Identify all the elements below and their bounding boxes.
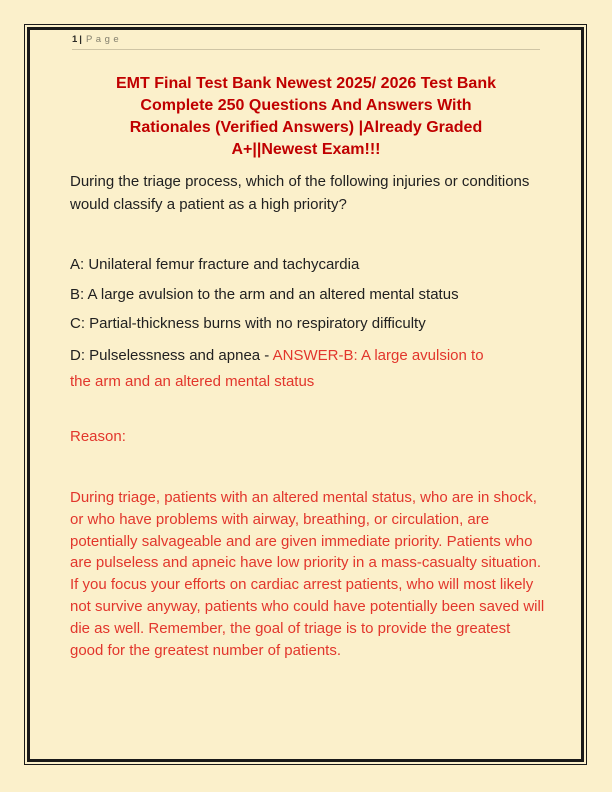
- page-number: 1: [72, 34, 78, 45]
- title-line-3: Rationales (Verified Answers) |Already Graded: [129, 119, 483, 136]
- answer-option-b: B: A large avulsion to the arm and an altered mental status: [70, 286, 459, 303]
- title-line-1: EMT Final Test Bank Newest 2025/ 2026 Test Bank: [116, 75, 496, 92]
- answer-option-c: C: Partial-thickness burns with no respiratory difficulty: [70, 315, 426, 332]
- answer-option-d: [70, 343, 502, 395]
- rationale-text: During triage, patients with an altered mental status, who are in shock, or who have problems with airway, breathing, or circulation, are potentially salvageable and are given immediate priority. Patients who are pulseless and apneic have low priority in a mass-casualty situation. If you focus your efforts on cardiac arrest patients, who will most likely not survive anyway, patients who could have potentially been saved will die as well. Remember, the goal of triage is to provide the greatest good for the greatest number of patients.: [70, 489, 545, 659]
- header-rule: [72, 49, 540, 50]
- page-number-separator: |: [79, 34, 82, 45]
- answer-option-a: A: Unilateral femur fracture and tachycardia: [70, 256, 360, 273]
- title-line-4: A+||Newest Exam!!!: [231, 141, 381, 158]
- answer-option-d-text: D: Pulselessness and apnea -: [70, 347, 273, 364]
- page-label: Page: [85, 34, 123, 45]
- title-line-2: Complete 250 Questions And Answers With: [140, 97, 472, 114]
- question-text: During the triage process, which of the following injuries or conditions would classify a patient as a high priority?: [70, 173, 530, 213]
- reason-label: Reason:: [70, 428, 126, 445]
- document-title: [69, 73, 543, 161]
- page-header: [72, 34, 122, 45]
- correct-answer-text: ANSWER-B: A large avulsion to the arm and an altered mental status: [70, 347, 484, 390]
